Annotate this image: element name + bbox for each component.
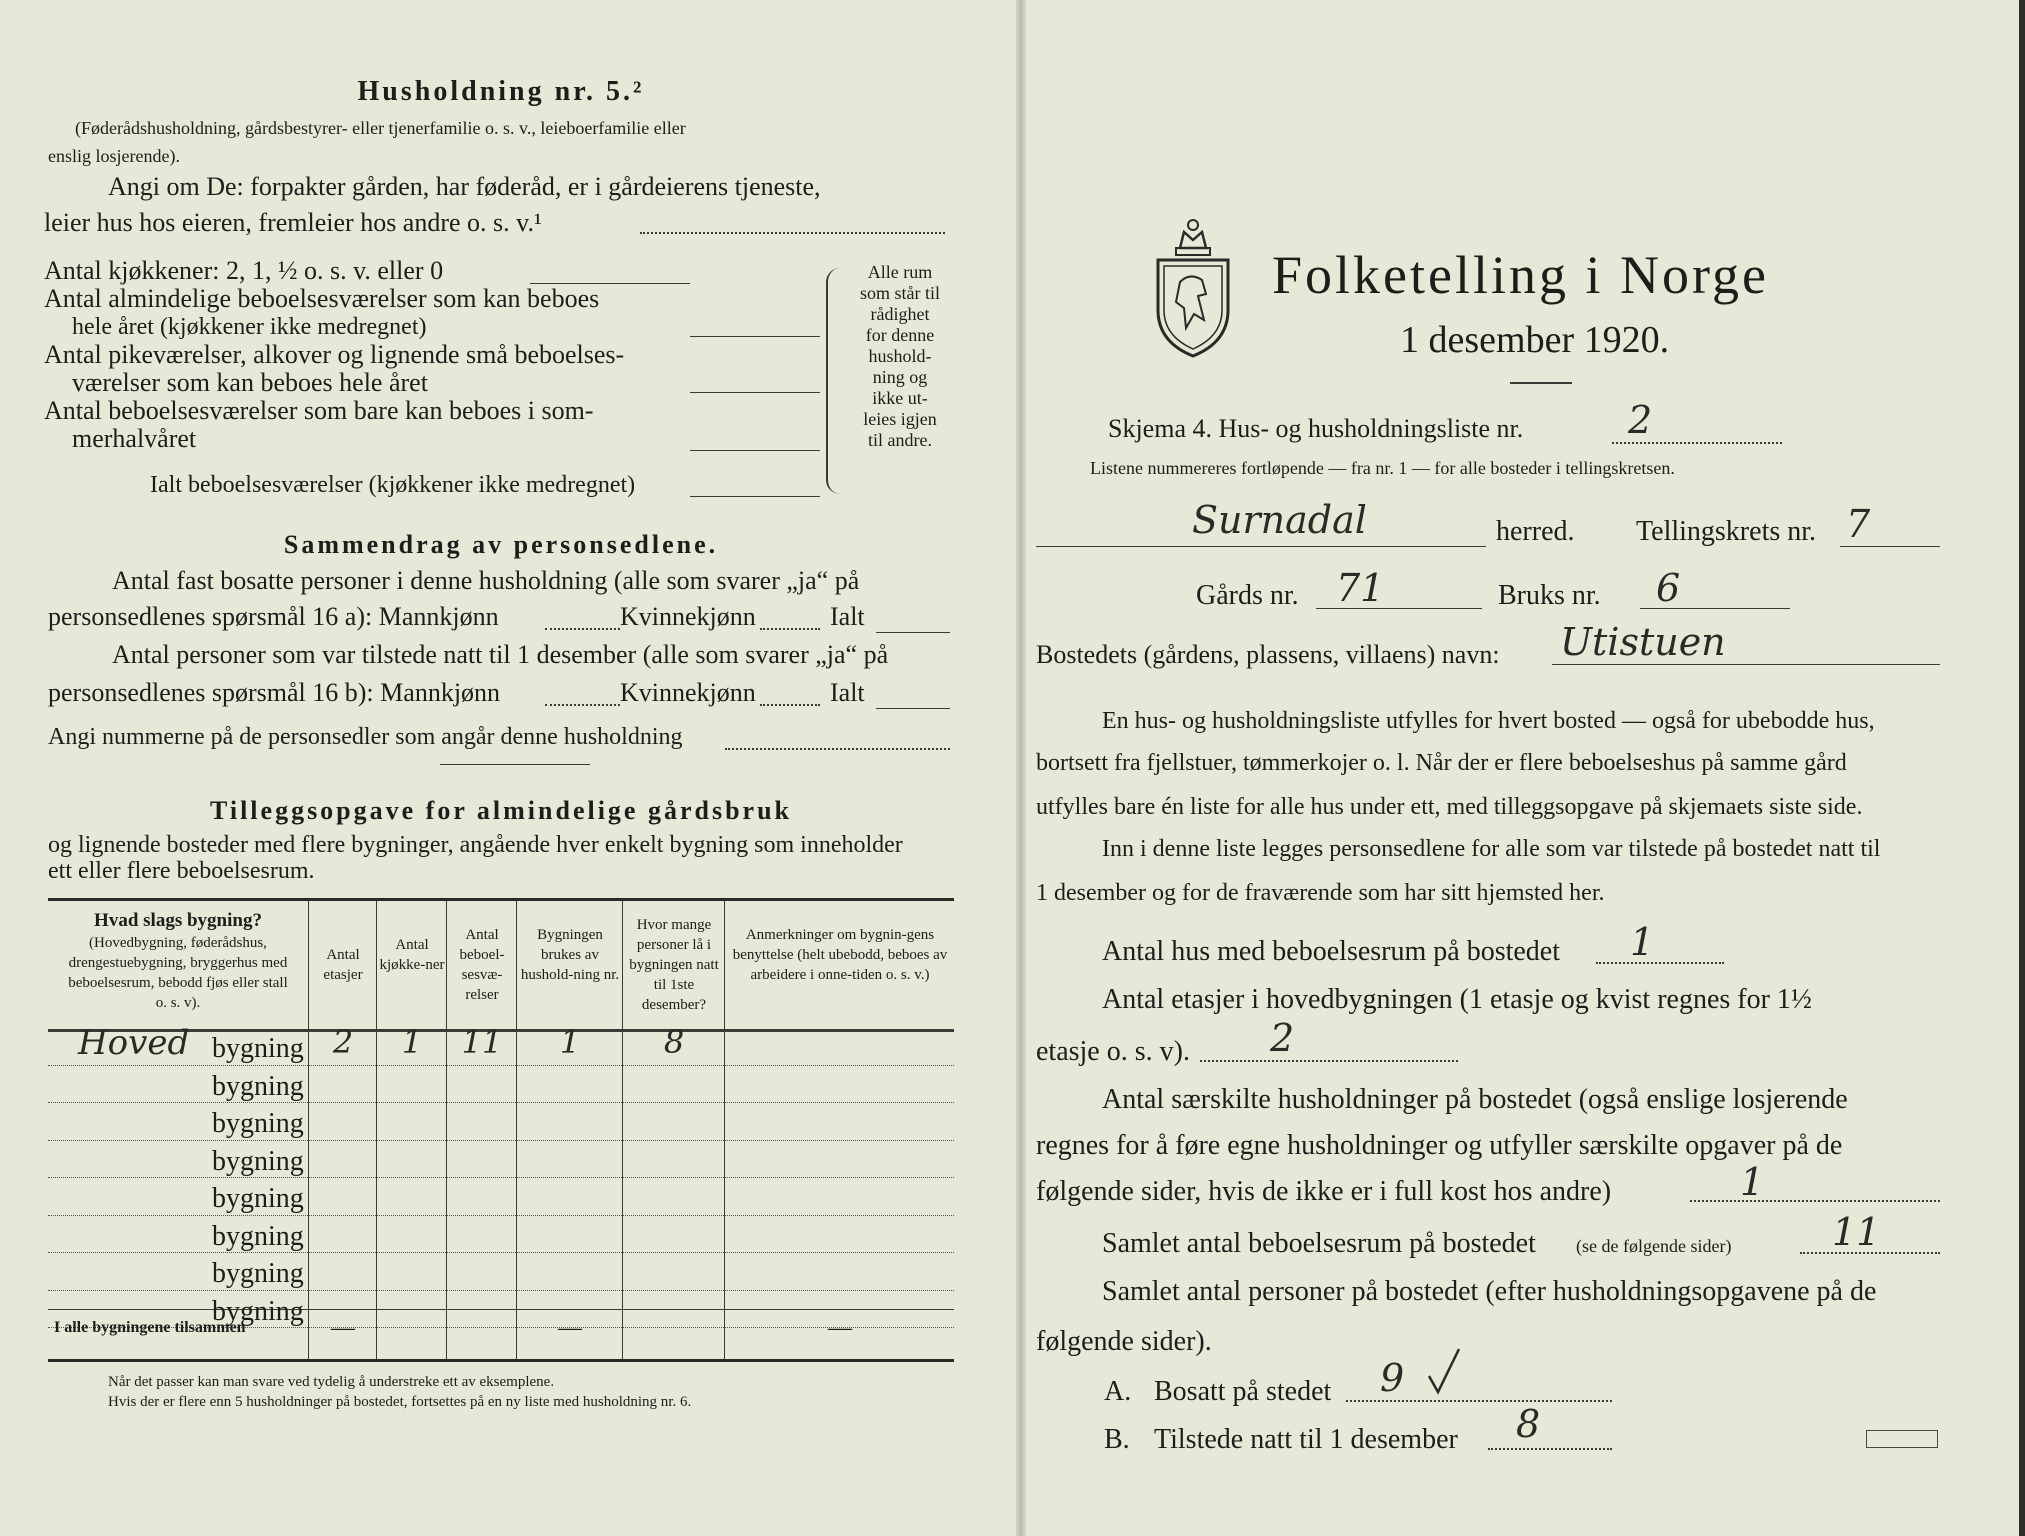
numbers-answer <box>725 748 950 750</box>
a-line <box>1346 1400 1612 1402</box>
summary-title: Sammendrag av personsedlene. <box>283 530 719 559</box>
cell-household[interactable]: 1 <box>559 1023 581 1061</box>
supplement-title: Tilleggsopgave for almindelige gårdsbruk <box>209 796 793 825</box>
row-rule <box>48 1290 954 1291</box>
q-etasjer-a: Antal etasjer i hovedbygningen (1 etasje og kvist regnes for 1½ <box>1102 984 1812 1015</box>
rooms-note <box>850 262 950 451</box>
header-kind-title: Hvad slags bygning? <box>94 910 262 931</box>
instruction-2: bortsett fra fjellstuer, tømmerkojer o. l. Når der er flere beboelseshus på samme gård <box>1036 750 1847 776</box>
schema-number[interactable]: 2 <box>1628 398 1653 442</box>
herred-label: herred. <box>1496 516 1575 547</box>
household-subtitle-1: (Føderådshusholdning, gårdsbestyrer- eller tjenerfamilie o. s. v., leieboerfamilie eller <box>75 118 686 138</box>
q-pers-a: Samlet antal personer på bostedet (efter husholdningsopgavene på de <box>1102 1276 1877 1307</box>
building-kind[interactable]: Hoved <box>78 1023 190 1063</box>
a-label: A. <box>1104 1376 1132 1407</box>
q-hus-label: Antal hus med beboelsesrum på bostedet <box>1102 936 1561 967</box>
rooms-note-line: til andre. <box>868 430 932 450</box>
instruction-1: En hus- og husholdningsliste utfylles for hvert bosted — også for ubebodde hus, <box>1102 708 1875 734</box>
rooms-note-line: Alle rum <box>867 262 933 282</box>
b-label: B. <box>1104 1424 1130 1455</box>
table-row <box>48 1069 954 1107</box>
rooms-q3-answer <box>690 392 820 393</box>
table-row <box>48 1181 954 1219</box>
rooms-note-line: ikke ut- <box>872 388 928 408</box>
table-row <box>48 1023 954 1069</box>
row-rule <box>48 1065 954 1066</box>
total-answer-2 <box>876 708 950 709</box>
cell-persons[interactable]: 8 <box>663 1023 685 1061</box>
supplement-desc-1: og lignende bosteder med flere bygninger, angående hver enkelt bygning som inneholder <box>48 832 903 858</box>
total-household-dash: — <box>558 1315 582 1341</box>
rooms-q1: Antal kjøkkener: 2, 1, ½ o. s. v. eller 0 <box>44 256 444 285</box>
table-row <box>48 1256 954 1294</box>
rooms-note-line: hushold- <box>868 346 932 366</box>
q-hush-a: Antal særskilte husholdninger på bostedet (også enslige losjerende <box>1102 1084 1848 1115</box>
table-row <box>48 1106 954 1144</box>
instruction-3: utfylles bare én liste for alle hus under ett, med tilleggsopgave på skjemaets siste side. <box>1036 794 1863 820</box>
q-hush-b: regnes for å føre egne husholdninger og utfyller særskilte opgaver på de <box>1036 1130 1843 1161</box>
summary-p1a: Antal fast bosatte personer i denne husholdning (alle som svarer „ja“ på <box>112 566 860 595</box>
krets-line <box>1840 546 1940 547</box>
rooms-total: Ialt beboelsesværelser (kjøkkener ikke medregnet) <box>150 472 636 498</box>
total-label-1: Ialt <box>830 602 865 631</box>
bosted-label: Bostedets (gårdens, plassens, villaens) navn: <box>1036 640 1500 669</box>
row-rule <box>48 1102 954 1103</box>
total-row-label: I alle bygningene tilsammen <box>54 1319 246 1336</box>
row-rule <box>48 1215 954 1216</box>
header-kind <box>48 909 308 1013</box>
rooms-note-line: som står til <box>860 283 940 303</box>
census-date: 1 desember 1920. <box>1400 319 1670 361</box>
rooms-brace <box>826 268 842 494</box>
a-text: Bosatt på stedet <box>1154 1376 1332 1407</box>
gards-label: Gårds nr. <box>1196 580 1299 611</box>
cell-kitchens[interactable]: 1 <box>401 1023 423 1061</box>
rooms-note-line: ning og <box>872 367 928 387</box>
building-label: bygning <box>212 1220 304 1252</box>
total-floors-dash: — <box>331 1315 355 1341</box>
q-hush-line <box>1690 1200 1940 1202</box>
header-floors: Antal etasjer <box>323 947 363 983</box>
building-label: bygning <box>212 1258 304 1289</box>
female-answer-1 <box>760 628 820 630</box>
b-text: Tilstede natt til 1 desember <box>1154 1424 1458 1455</box>
table-row <box>48 1219 954 1257</box>
rooms-q3a: Antal pikeværelser, alkover og lignende små beboelses- <box>44 340 625 369</box>
header-kind-desc: (Hovedbygning, føderådshus, drengestuebygning, bryggerhus med beboelsesrum, bebodd fjøs eller stall o. s. v). <box>68 935 288 1011</box>
rooms-note-line: rådighet <box>870 304 930 324</box>
rooms-q2a: Antal almindelige beboelsesværelser som kan beboes <box>44 284 600 313</box>
page-fold <box>1016 0 1026 1536</box>
b-line <box>1488 1448 1612 1450</box>
q-hush-value[interactable]: 1 <box>1740 1160 1765 1204</box>
q-etasjer-value[interactable]: 2 <box>1270 1016 1295 1060</box>
cell-floors[interactable]: 2 <box>332 1023 354 1061</box>
checkmark-icon <box>1426 1346 1462 1396</box>
building-label: bygning <box>212 1183 304 1214</box>
summary-p1b: personsedlenes spørsmål 16 a): Mannkjønn <box>48 602 499 631</box>
female-label-1: Kvinnekjønn <box>620 602 756 631</box>
male-answer-1 <box>545 628 620 630</box>
total-answer-1 <box>876 632 950 633</box>
header-persons: Hvor mange personer lå i bygningen natt til 1ste desember? <box>629 917 719 1013</box>
q-rum-label: Samlet antal beboelsesrum på bostedet <box>1102 1228 1536 1259</box>
building-table <box>48 898 954 1362</box>
intro-answer-line <box>640 232 945 234</box>
rooms-q3b: værelser som kan beboes hele året <box>72 368 428 397</box>
rooms-q4a: Antal beboelsesværelser som bare kan beboes i som- <box>44 396 594 425</box>
total-remarks-dash: — <box>828 1315 852 1341</box>
numbering-note: Listene nummereres fortløpende — fra nr. 1 — for alle bosteder i tellingskretsen. <box>1090 458 1675 478</box>
bosted-value[interactable]: Utistuen <box>1560 620 1726 664</box>
q-pers-b: følgende sider). <box>1036 1326 1212 1357</box>
building-label: bygning <box>212 1070 304 1102</box>
bruks-label: Bruks nr. <box>1498 580 1601 611</box>
summary-p3: Angi nummerne på de personsedler som angår denne husholdning <box>48 724 683 750</box>
header-household: Bygningen brukes av hushold-ning nr. <box>520 927 620 983</box>
intro-line-2: leier hus hos eieren, fremleier hos andre o. s. v.¹ <box>44 208 542 237</box>
b-value[interactable]: 8 <box>1516 1402 1541 1446</box>
row-rule <box>48 1177 954 1178</box>
bruks-line <box>1640 608 1790 609</box>
a-value[interactable]: 9 <box>1380 1356 1405 1400</box>
summary-p2b: personsedlenes spørsmål 16 b): Mannkjønn <box>48 678 501 707</box>
q-rum-line <box>1800 1252 1940 1254</box>
gards-line <box>1316 608 1482 609</box>
supplement-desc-2: ett eller flere beboelsesrum. <box>48 858 315 884</box>
household-subtitle-2: enslig losjerende). <box>48 146 180 166</box>
building-label: bygning <box>212 1145 304 1177</box>
female-label-2: Kvinnekjønn <box>620 678 756 707</box>
row-rule <box>48 1252 954 1253</box>
q-hus-value[interactable]: 1 <box>1630 920 1655 964</box>
building-label: bygning <box>212 1108 304 1139</box>
bosted-line <box>1552 664 1940 665</box>
herred-line <box>1036 546 1486 547</box>
schema-number-line <box>1612 442 1782 444</box>
schema-label: Skjema 4. Hus- og husholdningsliste nr. <box>1108 414 1524 443</box>
q-hush-c: følgende sider, hvis de ikke er i full kost hos andre) <box>1036 1176 1612 1207</box>
printer-stamp <box>1866 1430 1938 1448</box>
building-label: bygning <box>212 1295 304 1327</box>
title-rule <box>1510 382 1572 384</box>
krets-label: Tellingskrets nr. <box>1636 516 1817 547</box>
building-label: bygning <box>212 1033 304 1064</box>
q-etasjer-line <box>1200 1060 1458 1062</box>
header-rooms: Antal beboel-sesvæ-relser <box>459 927 505 1003</box>
census-title: Folketelling i Norge <box>1272 245 1769 305</box>
male-answer-2 <box>545 704 620 706</box>
footnote-2: Hvis der er flere enn 5 husholdninger på bostedet, fortsettes på en ny liste med husholdning nr. 6. <box>108 1394 692 1410</box>
table-row <box>48 1144 954 1182</box>
rooms-q4-answer <box>690 450 820 451</box>
norway-coat-of-arms-icon <box>1150 210 1236 360</box>
section-divider <box>440 764 590 765</box>
q-etasjer-b: etasje o. s. v). <box>1036 1036 1190 1067</box>
q-rum-value[interactable]: 11 <box>1832 1210 1881 1254</box>
footnote-1: Når det passer kan man svare ved tydelig å understreke ett av eksemplene. <box>108 1374 555 1390</box>
intro-line-1: Angi om De: forpakter gården, har føderåd, er i gårdeierens tjeneste, <box>108 172 821 201</box>
header-remarks: Anmerkninger om bygnin-gens benyttelse (helt ubebodd, beboes av arbeidere i onne-tiden o. s. v.) <box>732 927 948 983</box>
rooms-q4b: merhalvåret <box>72 424 197 453</box>
total-label-2: Ialt <box>830 678 865 707</box>
bruks-value[interactable]: 6 <box>1656 566 1681 610</box>
female-answer-2 <box>760 704 820 706</box>
rooms-q2b: hele året (kjøkkener ikke medregnet) <box>72 314 427 340</box>
row-rule <box>48 1140 954 1141</box>
rooms-q2-answer <box>690 336 820 337</box>
household-title: Husholdning nr. 5.² <box>357 76 645 107</box>
herred-value[interactable]: Surnadal <box>1192 498 1367 542</box>
rooms-total-answer <box>690 496 820 497</box>
summary-p2a: Antal personer som var tilstede natt til 1 desember (alle som svarer „ja“ på <box>112 640 889 669</box>
q-rum-note: (se de følgende sider) <box>1576 1236 1732 1256</box>
sheet-edge <box>2019 0 2025 1536</box>
rooms-note-line: for denne <box>865 325 935 345</box>
gards-value[interactable]: 71 <box>1336 566 1385 610</box>
instruction-5: 1 desember og for de fraværende som har sitt hjemsted her. <box>1036 880 1605 906</box>
header-kitchens: Antal kjøkke-ner <box>379 937 445 973</box>
rooms-note-line: leies igjen <box>863 409 937 429</box>
krets-value[interactable]: 7 <box>1846 502 1871 546</box>
q-hus-line <box>1596 962 1724 964</box>
instruction-4: Inn i denne liste legges personsedlene for alle som var tilstede på bostedet natt til <box>1102 836 1881 862</box>
cell-rooms[interactable]: 11 <box>461 1023 503 1061</box>
